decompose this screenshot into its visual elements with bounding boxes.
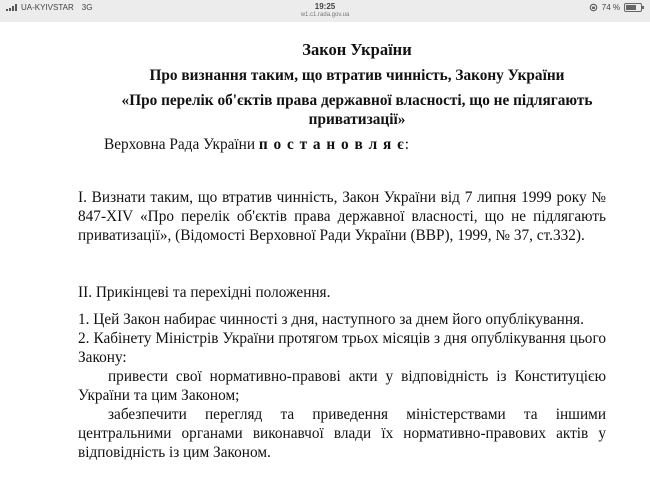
decree-line xyxy=(104,135,606,154)
carrier-name: UA-KYIVSTAR xyxy=(21,3,74,12)
decree-verb: п о с т а н о в л я є xyxy=(258,136,405,153)
item-2: 2. Кабінету Міністрів України протягом трьох місяців з дня опублікування цього Закону: xyxy=(78,330,606,366)
page-url[interactable]: w1.c1.rada.gov.ua xyxy=(300,12,350,18)
item-1: 1. Цей Закон набирає чинності з дня, наступного за днем його опублікування. xyxy=(78,311,584,328)
law-subtitle: Про визнання таким, що втратив чинність, Закону України xyxy=(149,67,565,84)
decree-prefix: Верховна Рада України xyxy=(104,136,259,153)
section-1: І. Визнати таким, що втратив чинність, Закон України від 7 липня 1999 року № 847-XIV «Про перелік об'єктів права державної власності, що не підлягають приватизації», (Відомості Верховної Ради України (ВВР), 1999, № 37, ст.332). xyxy=(78,189,606,244)
status-bar xyxy=(0,0,650,22)
battery-percent: 74 % xyxy=(601,3,620,12)
item-2-clause-a: привести свої нормативно-правові акти у відповідність із Конституцією України та цим Законом; xyxy=(78,368,606,404)
law-subtitle-quoted: «Про перелік об'єктів права державної власності, що не підлягають приватизації» xyxy=(121,92,593,128)
battery-icon xyxy=(624,3,642,12)
network-type: 3G xyxy=(81,3,93,12)
status-right xyxy=(589,3,642,12)
decree-suffix: : xyxy=(404,136,409,153)
law-document xyxy=(78,40,606,462)
law-title: Закон України xyxy=(302,40,412,59)
status-center xyxy=(0,2,650,19)
section-2-heading: II. Прикінцеві та перехідні положення. xyxy=(78,284,331,301)
clock: 19:25 xyxy=(314,2,336,11)
item-2-clause-b: забезпечити перегляд та приведення міністерствами та іншими центральними органами виконавчої влади їх нормативно-правових актів у відповідність із цим Законом. xyxy=(78,406,606,461)
rotation-lock-icon xyxy=(589,3,598,12)
